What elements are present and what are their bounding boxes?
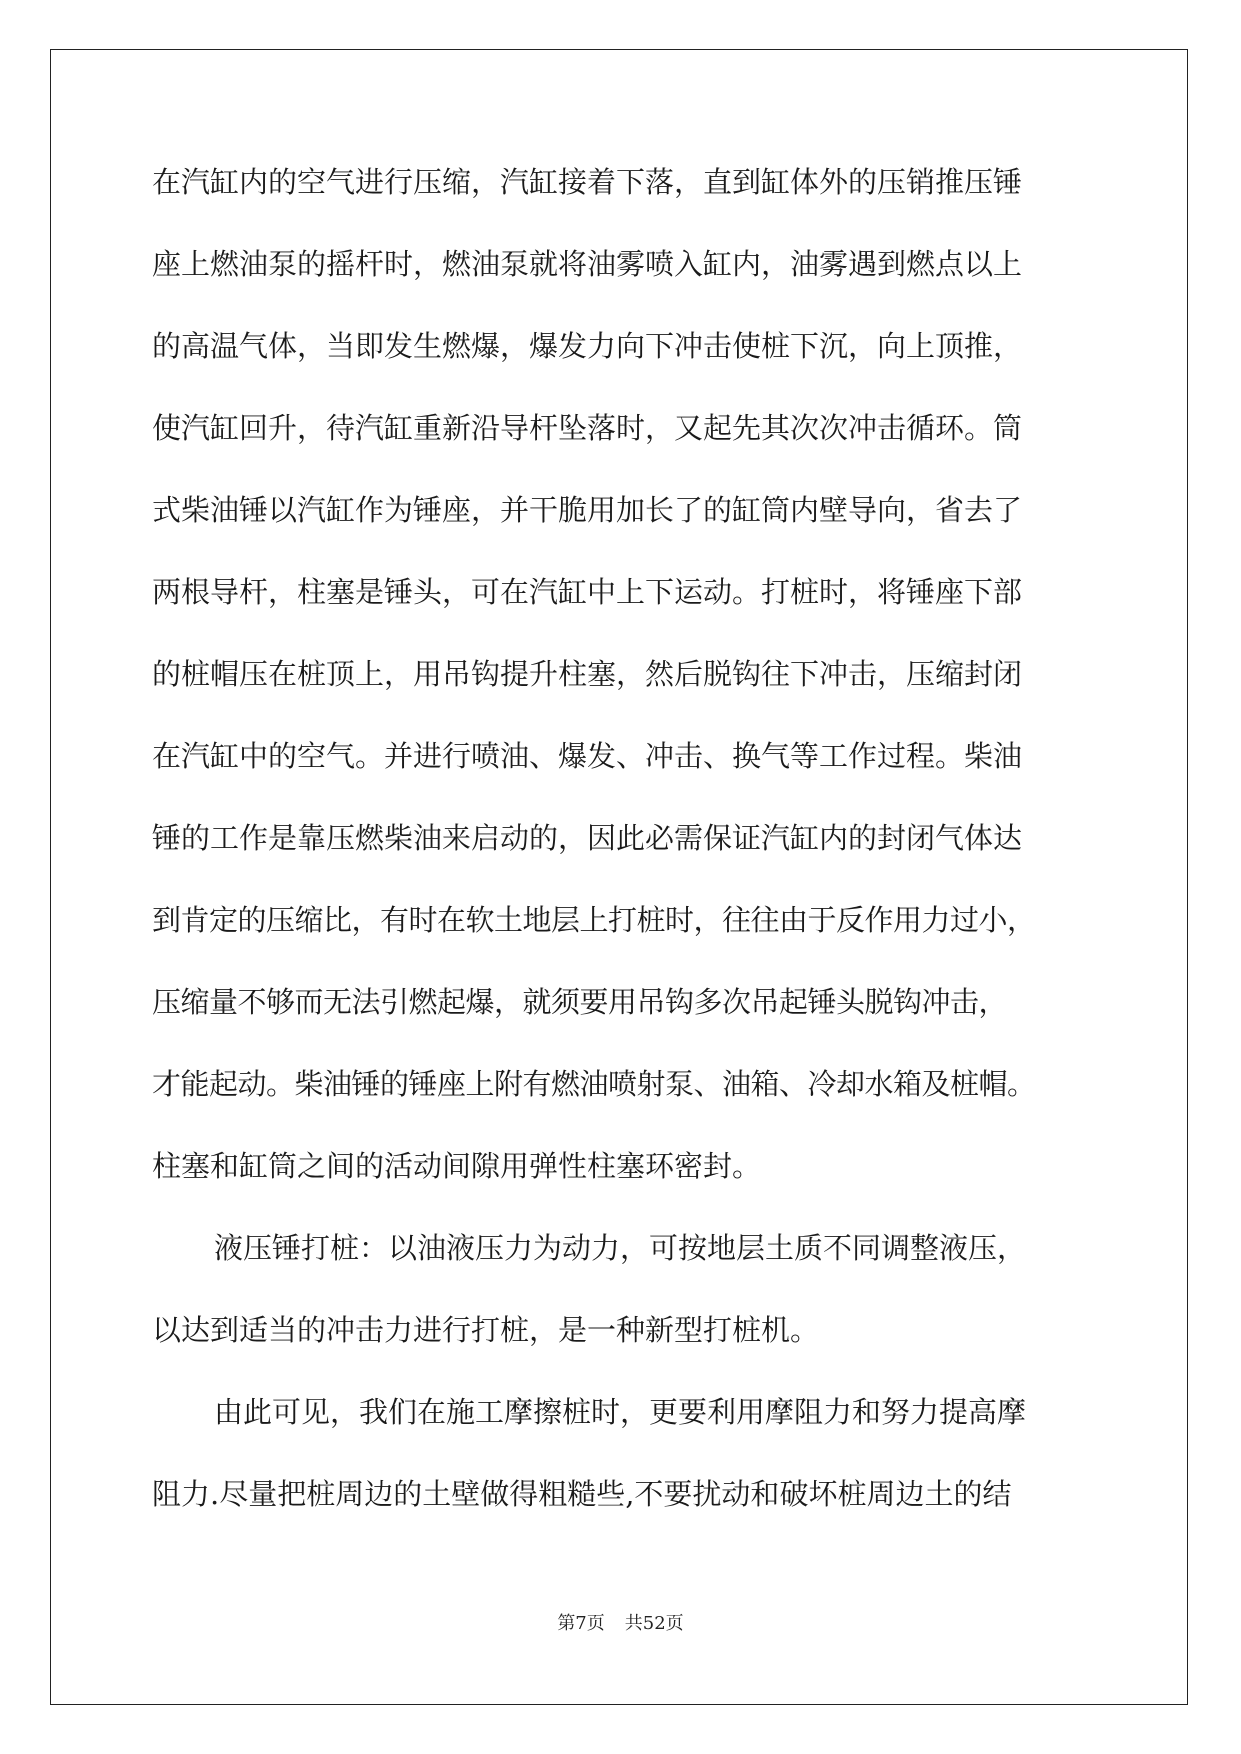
text-line: 的高温气体，当即发生燃爆，爆发力向下冲击使桩下沉，向上顶推， bbox=[152, 329, 1023, 363]
text-line: 在汽缸中的空气。并进行喷油、爆发、冲击、换气等工作过程。柴油 bbox=[152, 739, 1023, 773]
paragraph-first-line: 液压锤打桩：以油液压力为动力，可按地层土质不同调整液压， bbox=[214, 1231, 1027, 1265]
text-line: 到肯定的压缩比，有时在软土地层上打桩时，往往由于反作用力过小， bbox=[152, 903, 1036, 937]
text-line: 以达到适当的冲击力进行打桩，是一种新型打桩机。 bbox=[152, 1313, 820, 1347]
text-line: 式柴油锤以汽缸作为锤座，并干脆用加长了的缸筒内壁导向，省去了 bbox=[152, 493, 1023, 527]
text-line: 柱塞和缸筒之间的活动间隙用弹性柱塞环密封。 bbox=[152, 1149, 762, 1183]
text-line: 阻力.尽量把桩周边的土壁做得粗糙些,不要扰动和破坏桩周边土的结 bbox=[152, 1477, 1012, 1511]
text-line: 在汽缸内的空气进行压缩，汽缸接着下落，直到缸体外的压销推压锤 bbox=[152, 165, 1023, 199]
text-line: 两根导杆，柱塞是锤头，可在汽缸中上下运动。打桩时，将锤座下部 bbox=[152, 575, 1023, 609]
text-line: 的桩帽压在桩顶上，用吊钩提升柱塞，然后脱钩往下冲击，压缩封闭 bbox=[152, 657, 1023, 691]
text-line: 才能起动。柴油锤的锤座上附有燃油喷射泵、油箱、冷却水箱及桩帽。 bbox=[152, 1067, 1036, 1101]
document-body bbox=[152, 160, 1092, 1554]
text-line: 座上燃油泵的摇杆时，燃油泵就将油雾喷入缸内，油雾遇到燃点以上 bbox=[152, 247, 1023, 281]
text-line: 压缩量不够而无法引燃起爆，就须要用吊钩多次吊起锤头脱钩冲击， bbox=[152, 985, 1008, 1019]
paragraph-first-line: 由此可见，我们在施工摩擦桩时，更要利用摩阻力和努力提高摩 bbox=[214, 1395, 1027, 1429]
page-total: 共52页 bbox=[624, 1613, 684, 1634]
text-line: 使汽缸回升，待汽缸重新沿导杆坠落时，又起先其次次冲击循环。筒 bbox=[152, 411, 1023, 445]
page-number: 第7页 bbox=[557, 1613, 605, 1634]
text-line: 锤的工作是靠压燃柴油来启动的，因此必需保证汽缸内的封闭气体达 bbox=[152, 821, 1023, 855]
page-footer bbox=[0, 1609, 1241, 1635]
